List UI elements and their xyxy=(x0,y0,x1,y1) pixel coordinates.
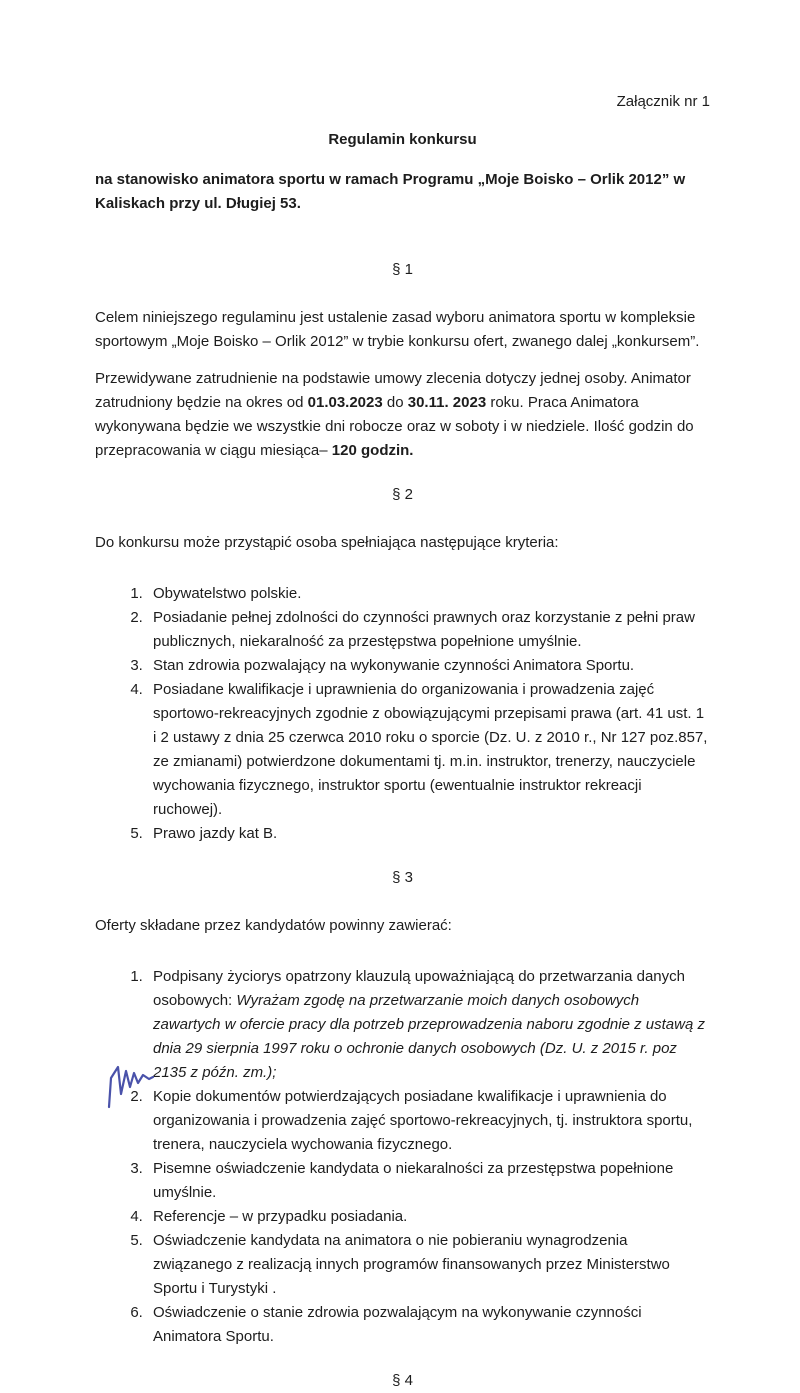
section-2-intro: Do konkursu może przystąpić osoba spełniająca następujące kryteria: xyxy=(95,534,559,551)
paragraph-text: roku. Praca Animatora wykonywana będzie we wszystkie dni robocze oraz w soboty i w niedziele. Ilość godzin do przepracowania w ciągu miesiąca– xyxy=(95,394,694,459)
paragraph-text: Przewidywane zatrudnienie na podstawie umowy zlecenia dotyczy jednej osoby. Animator zatrudniony będzie na okres od xyxy=(95,370,691,411)
list-item: 1. Obywatelstwo polskie. xyxy=(147,582,710,606)
offer-requirements-list xyxy=(95,965,710,1349)
list-item: 3. Stan zdrowia pozwalający na wykonywanie czynności Animatora Sportu. xyxy=(147,654,710,678)
list-item: 2. Posiadanie pełnej zdolności do czynności prawnych oraz korzystanie z pełni praw publicznych, niekaralność za przestępstwa popełnione umyślnie. xyxy=(147,606,710,654)
end-date: 30.11. 2023 xyxy=(407,394,487,411)
section-1-heading: § 1 xyxy=(392,261,413,278)
paragraph-text: do xyxy=(382,394,408,411)
section-1-paragraph-2 xyxy=(95,367,710,463)
document-subtitle: na stanowisko animatora sportu w ramach Programu „Moje Boisko – Orlik 2012” w Kaliskach przy ul. Długiej 53. xyxy=(95,171,686,212)
criteria-list xyxy=(95,582,710,846)
list-item xyxy=(147,965,710,1085)
list-item: 5. Prawo jazdy kat B. xyxy=(147,822,710,846)
section-3-intro: Oferty składane przez kandydatów powinny zawierać: xyxy=(95,917,452,934)
list-item: 4. Referencje – w przypadku posiadania. xyxy=(147,1205,710,1229)
list-item: 2. Kopie dokumentów potwierdzających posiadane kwalifikacje i uprawnienia do organizowania i prowadzenia zajęć sportowo-rekreacyjnych, tj. instruktora sportu, trenera, nauczyciela wychowania fizycznego. xyxy=(147,1085,710,1157)
section-1-paragraph-1: Celem niniejszego regulaminu jest ustalenie zasad wyboru animatora sportu w kompleksie sportowym „Moje Boisko – Orlik 2012” w trybie konkursu ofert, zwanego dalej „konkursem”. xyxy=(95,309,700,350)
list-item-text: Podpisany życiorys opatrzony klauzulą upoważniającą do przetwarzania danych osobowych: xyxy=(153,968,685,1009)
signature-stroke xyxy=(109,1067,153,1107)
document-title: Regulamin konkursu xyxy=(328,131,477,148)
monthly-hours: 120 godzin. xyxy=(331,442,414,459)
list-item: 6. Oświadczenie o stanie zdrowia pozwalającym na wykonywanie czynności Animatora Sportu. xyxy=(147,1301,710,1349)
handwritten-signature-icon xyxy=(104,1062,158,1110)
consent-clause-italic: Wyrażam zgodę na przetwarzanie moich danych osobowych zawartych w ofercie pracy dla potrzeb przeprowadzenia naboru zgodnie z ustawą z dnia 29 sierpnia 1997 roku o ochronie danych osobowych (Dz. U. z 2015 r. poz 2135 z późn. zm.); xyxy=(153,992,705,1081)
list-item: 4. Posiadane kwalifikacje i uprawnienia do organizowania i prowadzenia zajęć sportowo-rekreacyjnych zgodnie z obowiązującymi przepisami prawa (art. 41 ust. 1 i 2 ustawy z dnia 25 czerwca 2010 roku o sporcie (Dz. U. z 2010 r., Nr 127 poz.857, ze zmianami) potwierdzone dokumentami tj. m.in. instruktor, trenerzy, nauczyciele wychowania fizycznego, instruktor sportu (ewentualnie instruktor rekreacji ruchowej). xyxy=(147,678,710,822)
list-item: 5. Oświadczenie kandydata na animatora o nie pobieraniu wynagrodzenia związanego z realizacją innych programów finansowanych przez Ministerstwo Sportu i Turystyki . xyxy=(147,1229,710,1301)
start-date: 01.03.2023 xyxy=(307,394,383,411)
section-2-heading: § 2 xyxy=(392,486,413,503)
section-3-heading: § 3 xyxy=(392,869,413,886)
section-4-heading: § 4 xyxy=(392,1372,413,1389)
list-item: 3. Pisemne oświadczenie kandydata o niekaralności za przestępstwa popełnione umyślnie. xyxy=(147,1157,710,1205)
attachment-label: Załącznik nr 1 xyxy=(616,93,710,110)
